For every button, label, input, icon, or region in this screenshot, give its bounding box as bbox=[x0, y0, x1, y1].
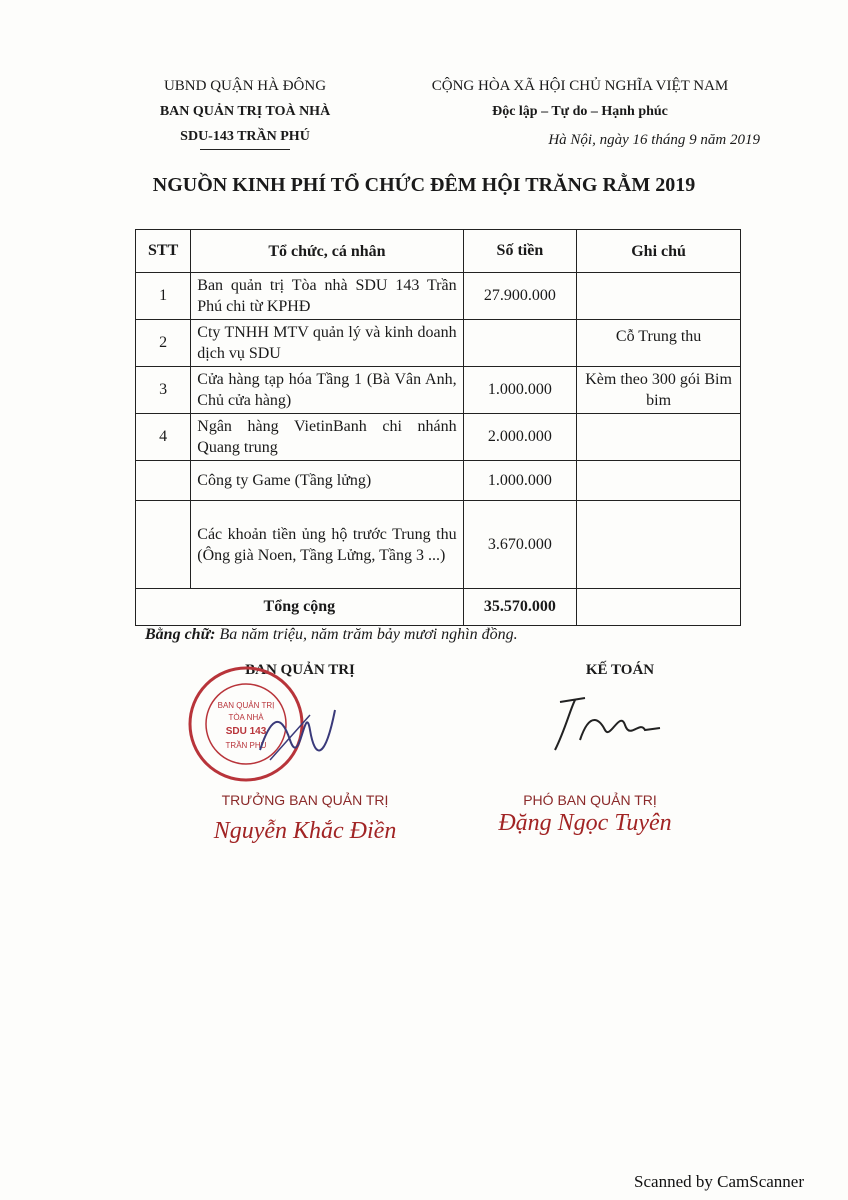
row-org: Các khoản tiền ủng hộ trước Trung thu (Ông già Noen, Tầng Lửng, Tầng 3 ...) bbox=[191, 501, 463, 589]
row-amount: 1.000.000 bbox=[463, 461, 577, 501]
row-stt: 4 bbox=[136, 414, 191, 461]
row-amount: 3.670.000 bbox=[463, 501, 577, 589]
issuer-block bbox=[130, 74, 360, 150]
total-amount: 35.570.000 bbox=[463, 589, 577, 626]
total-row bbox=[136, 589, 741, 626]
amount-in-words-text: Ba năm triệu, năm trăm bảy mươi nghìn đồng. bbox=[219, 626, 518, 643]
signature-mark-left-icon bbox=[250, 690, 340, 770]
svg-text:SDU 143: SDU 143 bbox=[225, 726, 267, 737]
row-stt: 2 bbox=[136, 320, 191, 367]
row-note: Cỗ Trung thu bbox=[577, 320, 741, 367]
document-date: Hà Nội, ngày 16 tháng 9 năm 2019 bbox=[548, 132, 760, 148]
header-org: Tổ chức, cá nhân bbox=[191, 230, 463, 273]
row-stt bbox=[136, 501, 191, 589]
right-signature-title: KẾ TOÁN bbox=[585, 662, 655, 678]
row-org: Cty TNHH MTV quản lý và kinh doanh dịch vụ SDU bbox=[191, 320, 463, 367]
issuer-line-2: BAN QUẢN TRỊ TOÀ NHÀ bbox=[159, 104, 331, 119]
issuer-line-1: UBND QUẬN HÀ ĐÔNG bbox=[163, 78, 327, 94]
table-row bbox=[136, 501, 741, 589]
svg-text:BAN QUẢN TRỊ: BAN QUẢN TRỊ bbox=[217, 701, 275, 710]
row-amount: 2.000.000 bbox=[463, 414, 577, 461]
issuer-underline bbox=[200, 149, 290, 150]
row-amount bbox=[463, 320, 577, 367]
total-note bbox=[577, 589, 741, 626]
left-signature-title: BAN QUẢN TRỊ bbox=[245, 662, 355, 678]
header-amount: Số tiền bbox=[463, 230, 577, 273]
row-org: Ban quản trị Tòa nhà SDU 143 Trần Phú chi từ KPHĐ bbox=[191, 273, 463, 320]
row-note: Kèm theo 300 gói Bim bim bbox=[577, 367, 741, 414]
national-header bbox=[390, 74, 770, 124]
total-label: Tổng cộng bbox=[136, 589, 464, 626]
row-note bbox=[577, 461, 741, 501]
header-note: Ghi chú bbox=[577, 230, 741, 273]
row-amount: 1.000.000 bbox=[463, 367, 577, 414]
right-signer-role: PHÓ BAN QUẢN TRỊ bbox=[523, 792, 657, 808]
row-note bbox=[577, 501, 741, 589]
document-title: NGUỒN KINH PHÍ TỔ CHỨC ĐÊM HỘI TRĂNG RẰM 2019 bbox=[152, 174, 696, 196]
table-row bbox=[136, 414, 741, 461]
table-row bbox=[136, 367, 741, 414]
row-stt: 1 bbox=[136, 273, 191, 320]
table-header-row bbox=[136, 230, 741, 273]
amount-in-words-label: Bằng chữ: bbox=[145, 626, 216, 643]
left-signer-name: Nguyễn Khắc Điền bbox=[213, 818, 397, 844]
row-org: Ngân hàng VietinBanh chi nhánh Quang trung bbox=[191, 414, 463, 461]
row-note bbox=[577, 414, 741, 461]
row-org: Cửa hàng tạp hóa Tầng 1 (Bà Vân Anh, Chủ cửa hàng) bbox=[191, 367, 463, 414]
row-org: Công ty Game (Tầng lửng) bbox=[191, 461, 463, 501]
svg-text:TRẦN PHÚ: TRẦN PHÚ bbox=[225, 741, 267, 750]
header-stt: STT bbox=[136, 230, 191, 273]
row-stt bbox=[136, 461, 191, 501]
national-title: CỘNG HÒA XÃ HỘI CHỦ NGHĨA VIỆT NAM bbox=[431, 78, 729, 94]
svg-text:TÒA NHÀ: TÒA NHÀ bbox=[228, 713, 264, 722]
right-signer-name: Đặng Ngọc Tuyên bbox=[498, 810, 672, 836]
issuer-line-3: SDU-143 TRẦN PHÚ bbox=[180, 129, 310, 144]
signature-mark-right-icon bbox=[540, 690, 670, 760]
table-row bbox=[136, 461, 741, 501]
row-amount: 27.900.000 bbox=[463, 273, 577, 320]
scanner-watermark: Scanned by CamScanner bbox=[634, 1172, 804, 1191]
table-row bbox=[136, 320, 741, 367]
amount-in-words bbox=[145, 626, 518, 644]
national-motto: Độc lập – Tự do – Hạnh phúc bbox=[492, 104, 668, 119]
row-note bbox=[577, 273, 741, 320]
table-row bbox=[136, 273, 741, 320]
left-signer-role: TRƯỞNG BAN QUẢN TRỊ bbox=[221, 792, 389, 808]
funding-table bbox=[135, 229, 741, 626]
row-stt: 3 bbox=[136, 367, 191, 414]
